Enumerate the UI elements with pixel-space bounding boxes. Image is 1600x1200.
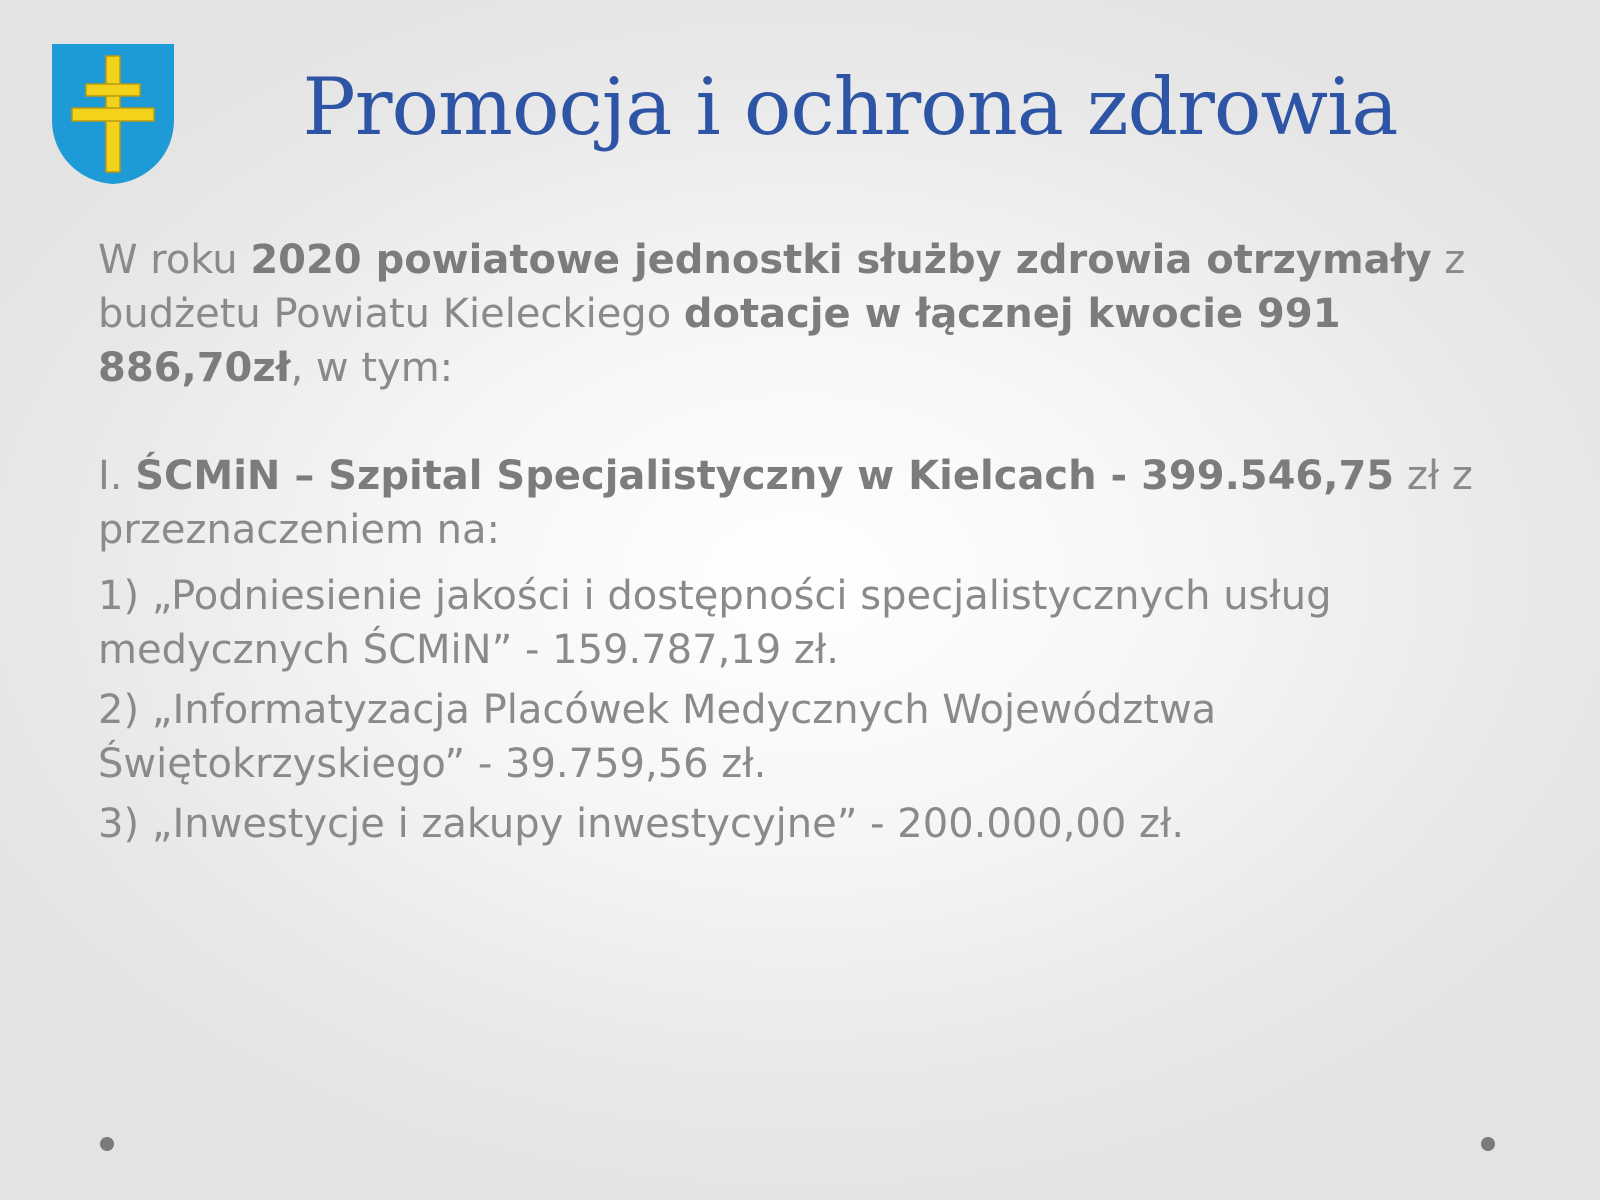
coat-of-arms-icon	[50, 42, 176, 186]
section-suffix: zł z przeznaczeniem na:	[98, 453, 1473, 553]
section-prefix: I.	[98, 453, 136, 499]
intro-paragraph	[98, 233, 1528, 395]
intro-bold-1: 2020 powiatowe jednostki służby zdrowia otrzymały	[250, 237, 1432, 283]
intro-bold-2: dotacje w łącznej kwocie 991 886,70zł	[98, 291, 1341, 391]
section-heading	[98, 449, 1528, 557]
intro-text-2: z budżetu Powiatu Kieleckiego	[98, 237, 1466, 337]
bullet-dot-left	[100, 1137, 114, 1151]
intro-text-3: , w tym:	[290, 345, 454, 391]
slide-title: Promocja i ochrona zdrowia	[302, 61, 1398, 153]
slide-content	[98, 233, 1528, 857]
list-item: 1) „Podniesienie jakości i dostępności specjalistycznych usług medycznych ŚCMiN” - 159.787,19 zł.	[98, 573, 1332, 673]
intro-text-1: W roku	[98, 237, 251, 283]
list-item: 3) „Inwestycje i zakupy inwestycyjne” - 200.000,00 zł.	[98, 801, 1185, 847]
bullet-dot-right	[1481, 1137, 1495, 1151]
list-item: 2) „Informatyzacja Placówek Medycznych Województwa Świętokrzyskiego” - 39.759,56 zł.	[98, 687, 1217, 787]
section-name: ŚCMiN – Szpital Specjalistyczny w Kielcach - 399.546,75	[135, 453, 1395, 499]
